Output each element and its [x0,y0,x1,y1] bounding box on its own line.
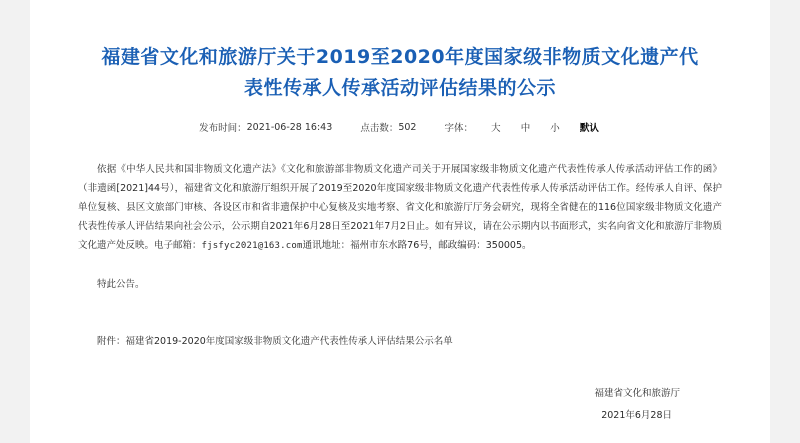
page-title: 福建省文化和旅游厅关于2019至2020年度国家级非物质文化遗产代表性传承人传承活动评估结果的公示 [101,46,699,99]
attachment-line: 附件：福建省2019-2020年度国家级非物质文化遗产代表性传承人评估结果公示名单 [97,336,453,347]
views-count: 502 [398,121,417,133]
paragraph-notice: 特此公告。 [97,279,145,290]
contact-email: fjsfyc2021@163.com [201,241,303,251]
fontsize-label: 字体： [444,123,474,134]
fontsize-medium-button[interactable]: 中 [520,123,531,134]
views-label: 点击数： [360,123,399,134]
signature-date: 2021年6月28日 [601,410,672,421]
article-meta-bar [30,120,770,134]
document-sheet [30,0,770,443]
article-body [30,134,770,427]
fontsize-default-button[interactable]: 默认 [579,123,599,134]
fontsize-small-button[interactable]: 小 [550,123,560,134]
signature-organization: 福建省文化和旅游厅 [594,388,680,399]
publish-time-label: 发布时间： [199,123,247,134]
paragraph-main [78,160,722,256]
publish-time-value: 2021-06-28 16:43 [246,121,333,133]
signature-block [78,383,722,427]
contact-address: 通讯地址：福州市东水路76号，邮政编码：350005。 [302,240,532,251]
paragraph-main-text: 依据《中华人民共和国非物质文化遗产法》《文化和旅游部非物质文化遗产司关于开展国家级非物质文化遗产代表性传承人传承活动评估工作的函》（非遗函[2021]44号），福建省文化和旅游厅组织开展了2019至2020年度国家级非物质文化遗产代表性传承人传承活动评估工作。经传承人自评、保护单位复核、县区文旅部门审核、各设区市和省非遗保护中心复核及实地考察、省文化和旅游厅厅务会研究，现将全省健在的116位国家级非物质文化遗产代表性传承人评估结果向社会公示，公示期自2021年6月28日至2021年7月2日止。如有异议，请在公示期内以书面形式，实名向省文化和旅游厅非物质文化遗产处反映。电子邮箱： [78,164,722,251]
fontsize-large-button[interactable]: 大 [491,123,501,134]
